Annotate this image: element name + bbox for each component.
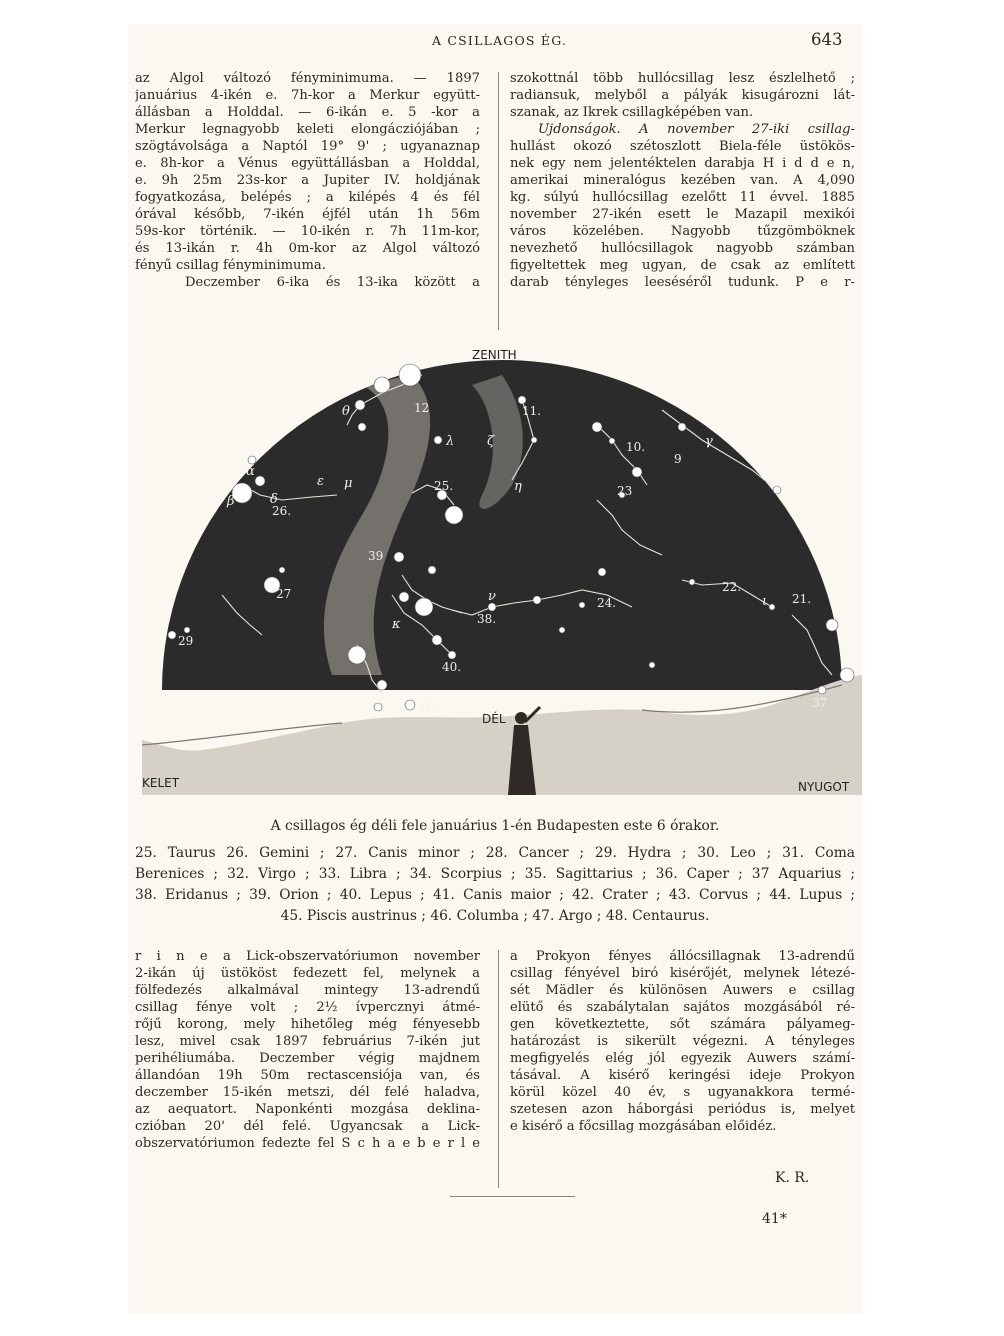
text-line: Deczember 6-ika és 13-ika között a <box>185 275 480 290</box>
text-line: város közelében. Nagyobb tűzgömböknek <box>510 224 855 239</box>
constellation-number: 27 <box>276 587 292 601</box>
text-line: megfigyelés elég jól egyezik Auwers számí- <box>510 1051 855 1066</box>
text-line: kg. súlyú hullócsillag ezelőtt 11 évvel. 1885 <box>510 190 855 205</box>
text-line: állandóan 19h 50m rectascensiója van, és <box>135 1068 480 1083</box>
text-line: deczember 15-ikén metszi, dél felé haladva, <box>135 1085 480 1100</box>
constellation-number: 37 <box>812 696 828 710</box>
text-line: januárius 4-ikén e. 7h-kor a Merkur együtt- <box>135 88 480 103</box>
text-line: állásban a Holddal. — 6-ikán e. 5 -kor a <box>135 105 480 120</box>
text-line: fölfedezés alkalmával mintegy 13-adrendű <box>135 983 480 998</box>
text-line: a Prokyon fényes állócsillagnak 13-adrendű <box>510 949 855 964</box>
text-line: határozást is sikerült végezni. A tényleges <box>510 1034 855 1049</box>
text-column-top-left <box>135 70 480 291</box>
greek-label: β <box>227 494 235 509</box>
text-line: az Algol változó fényminimuma. — 1897 <box>135 71 480 86</box>
text-line: czióban 20' dél felé. Ugyancsak a Lick- <box>135 1119 480 1134</box>
constellation-number: 40. <box>442 660 462 674</box>
greek-label: ε <box>317 474 324 489</box>
sheet-signature-mark: 41* <box>762 1211 787 1227</box>
text-line: szögtávolsága a Naptól 19° 9' ; ugyanaznap <box>135 139 480 154</box>
text-line: Merkur legnagyobb keleti elongácziójában ; <box>135 122 480 137</box>
constellation-number: 9 <box>674 452 682 466</box>
text-line: gen következtette, sőt számára pályameg- <box>510 1017 855 1032</box>
text-line: szanak, az Ikrek csillagképében van. <box>510 105 754 120</box>
text-line: darab tényleges leeséséről tudunk. P e r- <box>510 275 855 290</box>
column-divider-bottom <box>498 950 499 1188</box>
legend-line: 38. Eridanus ; 39. Orion ; 40. Lepus ; 41. Canis maior ; 42. Crater ; 43. Corvus ; 44. Lupus ; <box>135 887 855 903</box>
greek-label: ι <box>762 594 768 609</box>
text-line: órával később, 7-ikén éjfél után 1h 56m <box>135 207 480 222</box>
constellation-number: 38. <box>477 612 497 626</box>
constellation-number: 39 <box>368 549 384 563</box>
east-label: KELET <box>142 776 180 790</box>
constellation-number: 10. <box>626 440 646 454</box>
text-line: csillag fényével biró kisérőjét, melynek létezé- <box>510 966 855 981</box>
west-label: NYUGOT <box>798 780 850 794</box>
text-line: sét Mädler és különösen Auwers e csillag <box>510 983 855 998</box>
south-label: DÉL <box>482 712 506 726</box>
greek-label: η <box>514 479 522 494</box>
text-line: e. 9h 25m 23s-kor a Jupiter IV. holdjának <box>135 173 480 188</box>
text-line: perihéliumába. Deczember végig majdnem <box>135 1051 480 1066</box>
text-column-bottom-left <box>135 948 480 1152</box>
column-divider-top <box>498 72 499 330</box>
text-line: e kisérő a főcsillag mozgásában előidéz. <box>510 1119 777 1134</box>
text-line: 2-ikán új üstököst fedezett fel, melynek a <box>135 966 480 981</box>
constellation-number: 11. <box>522 404 542 418</box>
text-line: r i n e a Lick-obszervatóriumon november <box>135 949 480 964</box>
text-line: lesz, mivel csak 1897 februárius 7-ikén jut <box>135 1034 480 1049</box>
text-line: obszervatóriumon fedezte fel S c h a e b e r l e <box>135 1136 480 1151</box>
text-column-top-right <box>510 70 855 291</box>
legend-line: Berenices ; 32. Virgo ; 33. Libra ; 34. Scorpius ; 35. Sagittarius ; 36. Caper ; 37 Aquarius ; <box>135 866 855 882</box>
greek-label: δ <box>270 492 278 507</box>
text-column-bottom-right <box>510 948 855 1135</box>
star-chart-figure <box>142 345 862 795</box>
constellation-number: 12 <box>414 401 430 415</box>
text-line: amerikai mineralógus kezében van. A 4,090 <box>510 173 855 188</box>
constellation-number: 24. <box>597 596 617 610</box>
end-rule <box>450 1196 575 1197</box>
constellation-number: 46. <box>418 701 438 715</box>
figure-legend <box>135 843 855 927</box>
text-line: nek egy nem jelentéktelen darabja H i d d e n, <box>510 156 855 171</box>
text-line: csillag fénye volt ; 2½ ívpercznyi átmé- <box>135 1000 480 1015</box>
text-line: radiansuk, melyből a pályák kisugározni lát- <box>510 88 855 103</box>
page-number: 643 <box>811 30 843 49</box>
constellation-number: 21. <box>792 592 812 606</box>
greek-label: μ <box>344 476 353 491</box>
constellation-number: 23 <box>617 484 633 498</box>
constellation-number: 26. <box>272 504 292 518</box>
text-line: hullást okozó szétoszlott Biela-féle üstökös- <box>510 139 855 154</box>
greek-label: λ <box>446 434 455 449</box>
constellation-number: 29 <box>178 634 194 648</box>
greek-label: ν <box>488 589 496 604</box>
legend-line: 45. Piscis austrinus ; 46. Columba ; 47. Argo ; 48. Centaurus. <box>280 908 710 924</box>
text-line: szetesen azon háborgási periódus is, melyet <box>510 1102 855 1117</box>
text-line: 59s-kor történik. — 10-ikén r. 7h 11m-kor, <box>135 224 480 239</box>
constellation-number: 22. <box>722 580 742 594</box>
text-line: e. 8h-kor a Vénus együttállásban a Holddal, <box>135 156 480 171</box>
figure-caption: A csillagos ég déli fele januárius 1-én Budapesten este 6 órakor. <box>270 818 720 834</box>
text-line: rőjű korong, mely hihetőleg még fényesebb <box>135 1017 480 1032</box>
landscape-ground <box>142 675 862 795</box>
text-line: az aequatort. Naponkénti mozgása deklina- <box>135 1102 480 1117</box>
greek-label: γ <box>705 434 713 449</box>
text-line: fogyatkozása, belépés ; a kilépés 4 és fél <box>135 190 480 205</box>
author-signature: K. R. <box>775 1170 810 1186</box>
constellation-number: 25. <box>434 479 454 493</box>
running-head-title: A CSILLAGOS ÉG. <box>432 33 568 48</box>
text-line: és 13-ikán r. 4h 0m-kor az Algol változó <box>135 241 480 256</box>
text-line: nevezhető hullócsillagok nagyobb számban <box>510 241 855 256</box>
text-line: tásával. A kisérő keringési ideje Prokyon <box>510 1068 855 1083</box>
greek-label: ζ <box>487 434 495 449</box>
text-line: elütő és szabálytalan sajátos mozgásából ré- <box>510 1000 855 1015</box>
text-line: szokottnál több hullócsillag lesz észlelhető ; <box>510 71 855 86</box>
text-line: figyeltettek meg ugyan, de csak az említett <box>510 258 855 273</box>
text-line: fényű csillag fényminimuma. <box>135 258 326 273</box>
zenith-label: ZENITH <box>472 348 517 362</box>
legend-line: 25. Taurus 26. Gemini ; 27. Canis minor ; 28. Cancer ; 29. Hydra ; 30. Leo ; 31. Coma <box>135 845 855 861</box>
greek-label: α <box>246 464 255 479</box>
greek-label: θ <box>342 404 350 419</box>
text-line: Ujdonságok. A november 27-iki csillag- <box>538 122 855 137</box>
text-line: körül közel 40 év, s ugyanakkora termé- <box>510 1085 855 1100</box>
greek-label: κ <box>392 617 401 632</box>
text-line: november 27-ikén esett le Mazapil mexikói <box>510 207 855 222</box>
